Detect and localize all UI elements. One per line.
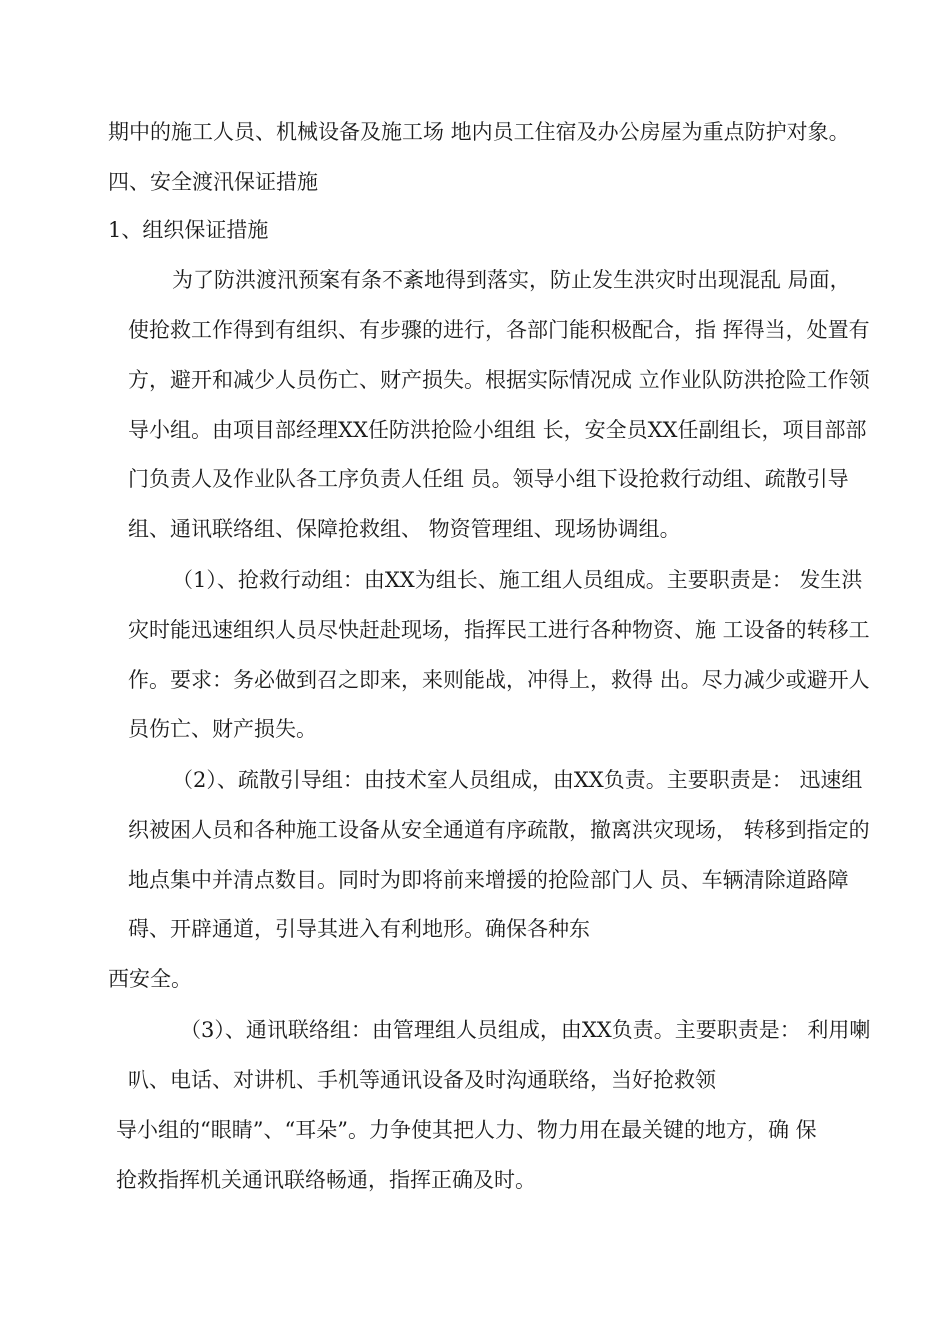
text-line: （2）、疏散引导组：由技术室人员组成，由XX负责。主要职责是： 迅速组: [172, 768, 863, 792]
text-line: 西安全。: [108, 967, 192, 991]
section-heading: 四、安全渡汛保证措施: [108, 170, 318, 194]
text-line: 碍、开辟通道，引导其进入有利地形。确保各种东: [128, 917, 590, 941]
text-line: 为了防洪渡汛预案有条不紊地得到落实，防止发生洪灾时出现混乱 局面，: [172, 268, 851, 292]
text-line: 门负责人及作业队各工序负责人任组 员。领导小组下设抢救行动组、疏散引导: [128, 467, 849, 491]
text-line: 地点集中并清点数目。同时为即将前来增援的抢险部门人 员、车辆清除道路障: [128, 868, 849, 892]
text-line: 灾时能迅速组织人员尽快赶赴现场，指挥民工进行各种物资、施 工设备的转移工: [128, 618, 870, 642]
text-line: 期中的施工人员、机械设备及施工场 地内员工住宿及办公房屋为重点防护对象。: [108, 120, 850, 144]
text-line: （3）、通讯联络组：由管理组人员组成，由XX负责。主要职责是： 利用喇: [180, 1018, 871, 1042]
text-line: （1）、抢救行动组：由XX为组长、施工组人员组成。主要职责是： 发生洪: [172, 568, 863, 592]
text-line: 使抢救工作得到有组织、有步骤的进行，各部门能积极配合，指 挥得当，处置有: [128, 318, 870, 342]
text-line: 作。要求：务必做到召之即来，来则能战，冲得上，救得 出。尽力减少或避开人: [128, 668, 870, 692]
text-line: 抢救指挥机关通讯联络畅通，指挥正确及时。: [116, 1168, 536, 1192]
text-line: 导小组。由项目部经理XX任防洪抢险小组组 长，安全员XX任副组长，项目部部: [128, 418, 867, 442]
text-line: 叭、电话、对讲机、手机等通讯设备及时沟通联络，当好抢救领: [128, 1068, 716, 1092]
subsection-heading: 1、组织保证措施: [108, 218, 269, 242]
text-line: 员伤亡、财产损失。: [128, 717, 317, 741]
text-line: 方，避开和减少人员伤亡、财产损失。根据实际情况成 立作业队防洪抢险工作领: [128, 368, 870, 392]
text-line: 组、通讯联络组、保障抢救组、 物资管理组、现场协调组。: [128, 517, 681, 541]
text-line: 织被困人员和各种施工设备从安全通道有序疏散，撤离洪灾现场， 转移到指定的: [128, 818, 870, 842]
text-line: 导小组的“眼睛”、“耳朵”。力争使其把人力、物力用在最关键的地方，确 保: [116, 1118, 817, 1142]
